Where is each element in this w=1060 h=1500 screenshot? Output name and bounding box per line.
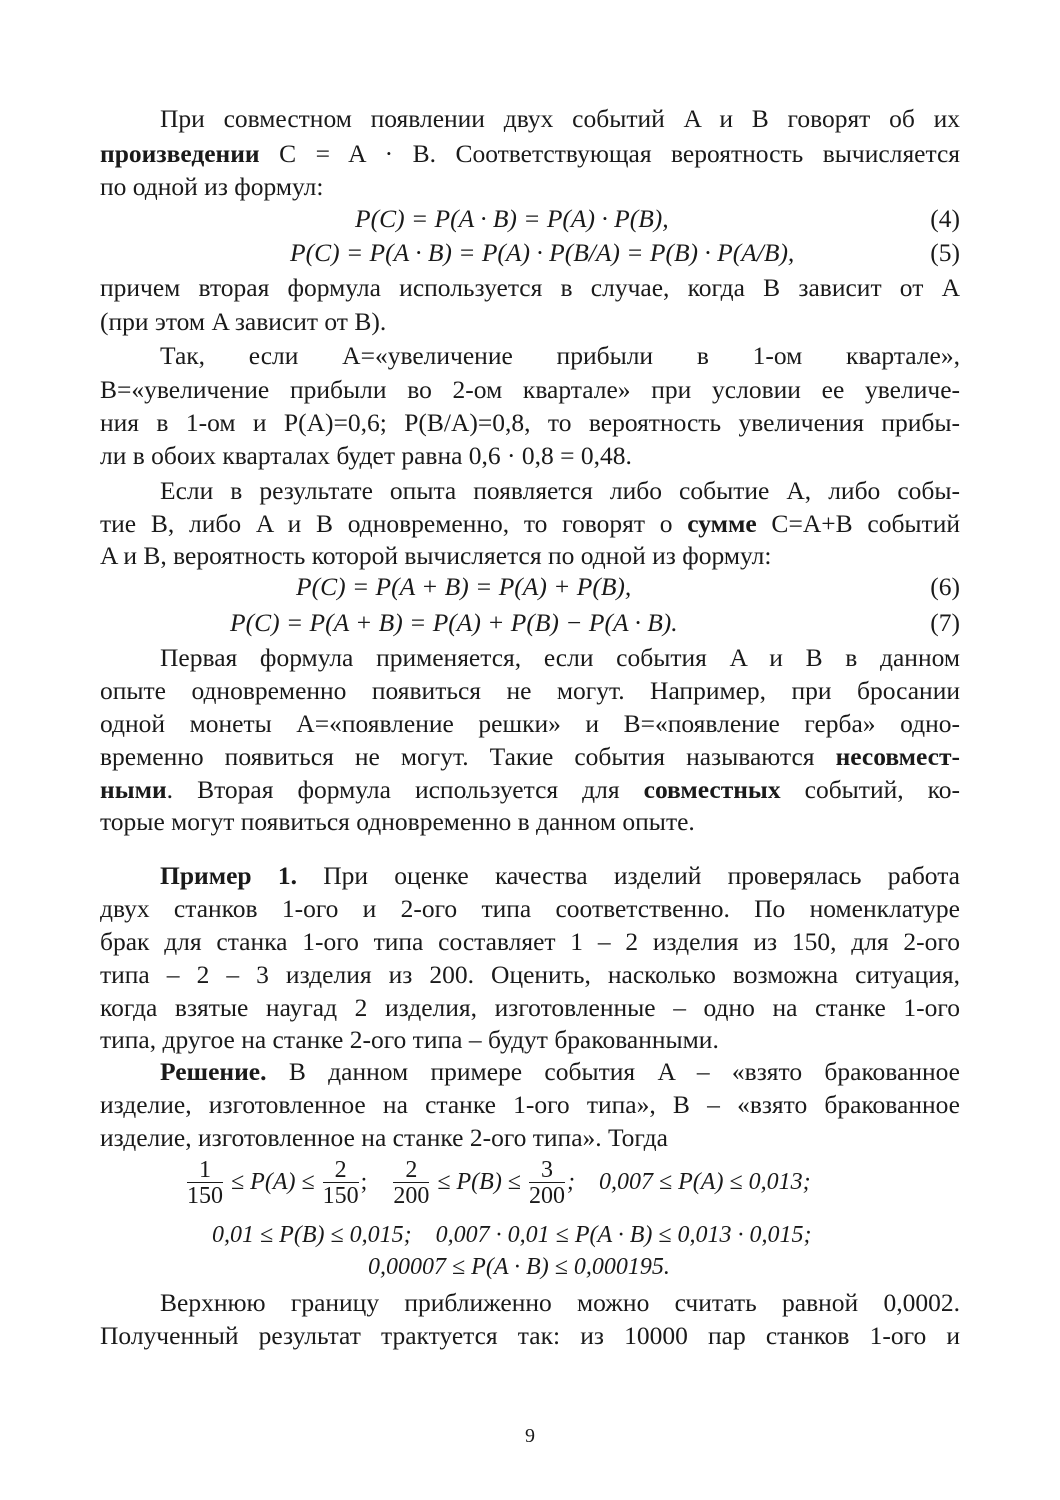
paragraph-line: двух станков 1-ого и 2-ого типа соответственно. По номенклатуре [100, 894, 960, 923]
paragraph-line: Первая формула применяется, если события A и B в данном [160, 643, 960, 672]
paragraph-line: Решение. В данном примере события A – «взято бракованное [160, 1057, 960, 1086]
paragraph-line: типа – 2 – 3 изделия из 200. Оценить, насколько возможна ситуация, [100, 960, 960, 989]
fraction: $\frac{1}{150}$ [187, 1157, 223, 1209]
paragraph-line: брак для станка 1-ого типа составляет 1 – 2 изделия из 150, для 2-ого [100, 927, 960, 956]
fraction: $\frac{2}{150}$ [322, 1157, 359, 1209]
paragraph-line: причем вторая формула используется в случае, когда B зависит от A [100, 273, 960, 302]
bold-term: совместных [643, 775, 781, 804]
paragraph-line: Так, если A=«увеличение прибыли в 1-ом квартале», [160, 341, 960, 370]
paragraph-line: по одной из формул: [100, 172, 324, 201]
paragraph-line: Верхнюю границу приближенно можно считать равной 0,0002. [160, 1288, 960, 1317]
formula-4: P(C) = P(A · B) = P(A) · P(B), [355, 204, 669, 233]
example-heading: Пример 1. [160, 861, 297, 890]
equation-number: (7) [930, 608, 960, 637]
paragraph-line: ли в обоих кварталах будет равна 0,6 · 0,8 = 0,48. [100, 441, 632, 470]
paragraph-line: A и B, вероятность которой вычисляется по одной из формул: [100, 541, 772, 570]
equation-number: (4) [930, 204, 960, 233]
paragraph-line: При совместном появлении двух событий A и B говорят об их [160, 104, 960, 133]
formula-7: P(C) = P(A + B) = P(A) + P(B) − P(A · B). [230, 608, 678, 637]
paragraph-line: торые могут появиться одновременно в данном опыте. [100, 807, 695, 836]
bold-term: ными [100, 775, 167, 804]
paragraph-line: одной монеты A=«появление решки» и B=«появление герба» одно- [100, 709, 960, 738]
page-number: 9 [525, 1425, 535, 1447]
equation-number: (5) [930, 238, 960, 267]
paragraph-line: ными. Вторая формула используется для совместных событий, ко- [100, 775, 960, 804]
paragraph-line: типа, другое на станке 2-ого типа – будут бракованными. [100, 1025, 719, 1054]
paragraph-line: опыте одновременно появиться не могут. Например, при бросании [100, 676, 960, 705]
paragraph-line: изделие, изготовленное на станке 1-ого типа», B – «взято бракованное [100, 1090, 960, 1119]
paragraph-line: B=«увеличение прибыли во 2-ом квартале» при условии ее увеличе- [100, 375, 960, 404]
paragraph-line: Пример 1. При оценке качества изделий проверялась работа [160, 861, 960, 890]
bold-term: сумме [687, 509, 757, 538]
bold-term: произведении [100, 139, 260, 168]
solution-heading: Решение. [160, 1057, 267, 1086]
equation-number: (6) [930, 572, 960, 601]
fraction: $\frac{2}{200}$ [393, 1157, 430, 1209]
paragraph-line: Если в результате опыта появляется либо событие A, либо собы- [160, 476, 960, 505]
paragraph-line: тие B, либо A и B одновременно, то говорят о сумме C=A+B событий [100, 509, 960, 538]
formula-6: P(C) = P(A + B) = P(A) + P(B), [296, 572, 632, 601]
formula-5: P(C) = P(A · B) = P(A) · P(B/A) = P(B) · P(A/B), [290, 238, 795, 267]
inequality-line-1: $\frac{1}{150}$ ≤ P(A) ≤ $\frac{2}{150}$ ; $\frac{2}{200}$ ≤ P(B) ≤ $\frac{3}{200}$ ; 0,007 ≤ P(A) ≤ 0,013; [187, 1157, 811, 1209]
paragraph-line: изделие, изготовленное на станке 2-ого типа». Тогда [100, 1123, 668, 1152]
paragraph-line: Полученный результат трактуется так: из 10000 пар станков 1-ого и [100, 1321, 960, 1350]
paragraph-line: когда взятые наугад 2 изделия, изготовленные – одно на станке 1-ого [100, 993, 960, 1022]
fraction: $\frac{3}{200}$ [528, 1157, 565, 1209]
paragraph-line: временно появиться не могут. Такие события называются несовмест- [100, 742, 960, 771]
paragraph-line: ния в 1-ом и P(A)=0,6; P(B/A)=0,8, то вероятность увеличения прибы- [100, 408, 960, 437]
inequality-line-2: 0,01 ≤ P(B) ≤ 0,015; 0,007 · 0,01 ≤ P(A · B) ≤ 0,013 · 0,015; [212, 1222, 812, 1248]
inequality-line-3: 0,00007 ≤ P(A · B) ≤ 0,000195. [368, 1254, 670, 1280]
paragraph-line: (при этом A зависит от B). [100, 307, 387, 336]
paragraph-line: произведении C = A · B. Соответствующая вероятность вычисляется [100, 139, 960, 168]
bold-term: несовмест- [835, 742, 960, 771]
